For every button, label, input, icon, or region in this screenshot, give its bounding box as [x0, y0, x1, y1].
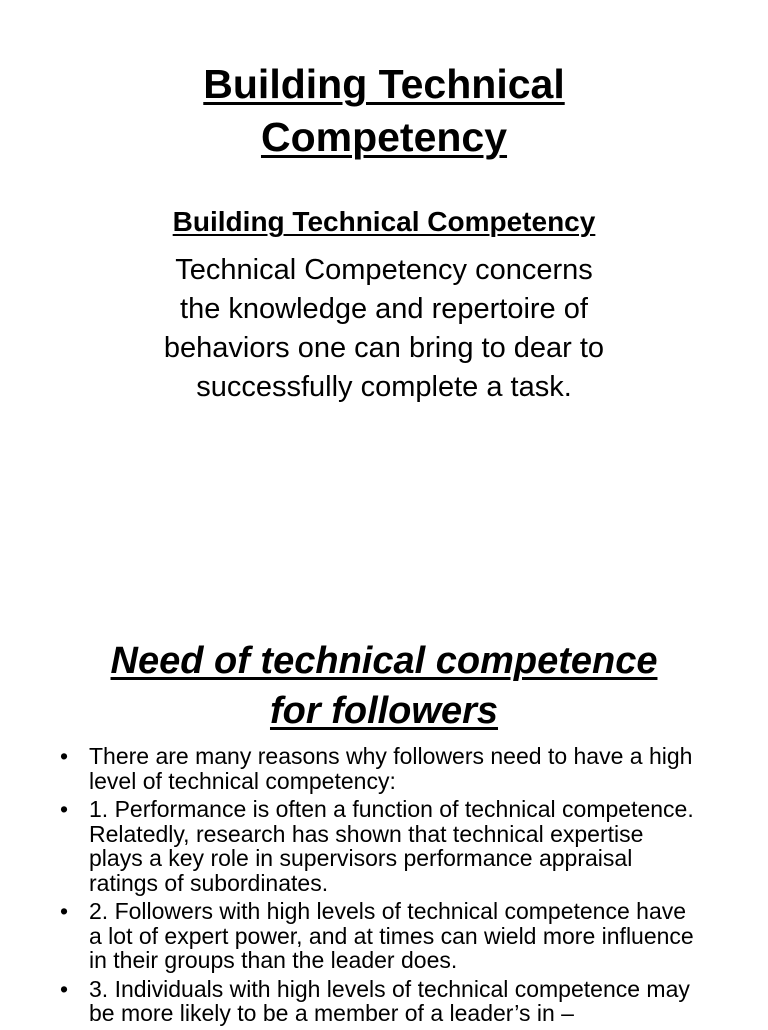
bullet-item	[60, 744, 700, 793]
bullet-icon: •	[60, 743, 69, 769]
slide-title-line-2: for followers	[269, 690, 499, 732]
slide-need-of-technical-competence	[0, 560, 768, 1024]
bullet-text: 1. Performance is often a function of technical competence. Relatedly, research has shown that technical expertise plays a key role in supervisors performance appraisal ratings of subordinates.	[89, 796, 694, 896]
bullet-list	[60, 744, 700, 1030]
bullet-text: 2. Followers with high levels of technical competence have a lot of expert power, and at times can wield more influence in their groups than the leader does.	[89, 898, 694, 973]
bullet-item	[60, 797, 700, 895]
body-line: behaviors one can bring to dear to	[163, 332, 605, 364]
bullet-text: 3. Individuals with high levels of technical competence may be more likely to be a member of a leader’s in –	[89, 975, 690, 1026]
bullet-icon: •	[60, 796, 69, 822]
slide-title	[0, 58, 768, 164]
bullet-icon: •	[60, 898, 69, 924]
body-line: successfully complete a task.	[196, 371, 572, 403]
slide-title-line-2: Competency	[260, 114, 508, 160]
slide-subtitle: Building Technical Competency	[172, 206, 596, 237]
slide-title-line-1: Building Technical	[203, 61, 565, 107]
bullet-item	[60, 977, 700, 1026]
bullet-text: There are many reasons why followers need to have a high level of technical competency:	[89, 743, 693, 794]
slide-title	[0, 636, 768, 736]
slide-body-text	[120, 251, 648, 407]
bullet-item	[60, 899, 700, 973]
bullet-icon: •	[60, 975, 69, 1002]
body-line: the knowledge and repertoire of	[180, 293, 588, 325]
body-line: Technical Competency concerns	[175, 254, 593, 286]
slide-title-line-1: Need of technical competence	[110, 640, 658, 682]
